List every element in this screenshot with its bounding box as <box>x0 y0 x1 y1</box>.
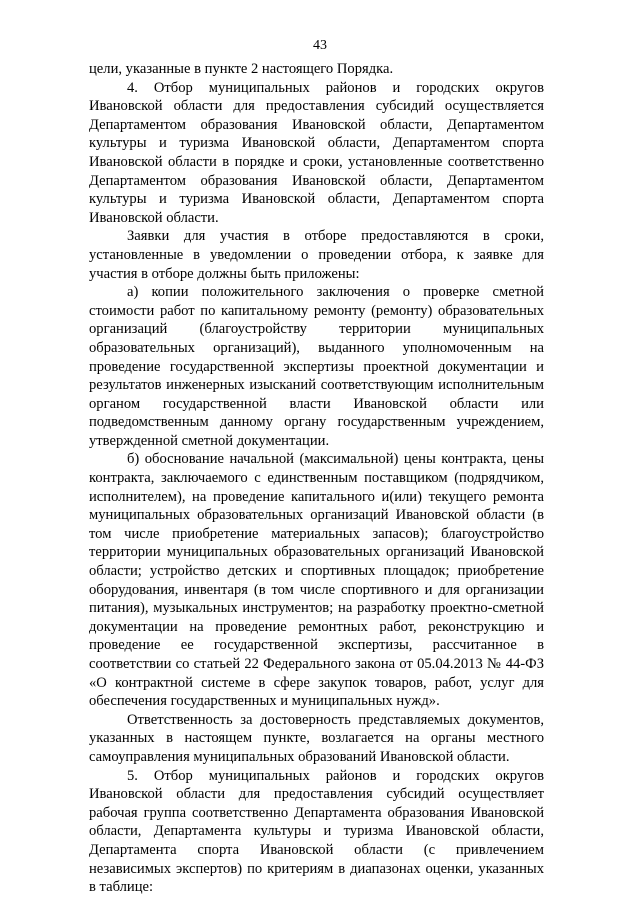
paragraph-subitem-a: а) копии положительного заключения о проверке сметной стоимости работ по капитальному ремонту (ремонту) образовательных организаций (благоустройству территории муниципальных образовательных организаций), выданного уполномоченным на проведение государственной экспертизы проектной документации и результатов инженерных изысканий соответствующим исполнительным органом государственной власти Ивановской области или подведомственным данному органу государственным учреждением, утвержденной сметной документации. <box>89 284 544 449</box>
paragraph-item-5: 5. Отбор муниципальных районов и городских округов Ивановской области для предоставления субсидий осуществляет рабочая группа соответственно Департамента образования Ивановской области, Департамента культуры и туризма Ивановской области, Департамента спорта Ивановской области (с привлечением независимых экспертов) по критериям в диапазонах оценки, указанных в таблице: <box>89 767 544 896</box>
paragraph-applications: Заявки для участия в отборе предоставляются в сроки, установленные в уведомлении о проведении отбора, к заявке для участия в отборе должны быть приложены: <box>89 228 544 282</box>
page-number: 43 <box>313 38 327 53</box>
paragraph-continuation: цели, указанные в пункте 2 настоящего Порядка. <box>89 61 394 77</box>
document-body <box>89 60 544 897</box>
paragraph-item-4: 4. Отбор муниципальных районов и городских округов Ивановской области для предоставления субсидий осуществляется Департаментом образования Ивановской области, Департаментом культуры и туризма Ивановской области, Департаментом спорта Ивановской области в порядке и сроки, установленные соответственно Департаментом образования Ивановской области, Департаментом культуры и туризма Ивановской области, Департаментом спорта Ивановской области. <box>89 79 544 226</box>
paragraph-responsibility: Ответственность за достоверность представляемых документов, указанных в настоящем пункте, возлагается на органы местного самоуправления муниципальных образований Ивановской области. <box>89 711 544 765</box>
paragraph-subitem-b: б) обоснование начальной (максимальной) цены контракта, цены контракта, заключаемого с единственным поставщиком (подрядчиком, исполнителем), на проведение капитального и(или) текущего ремонта муниципальных образовательных организаций Ивановской области (в том числе приобретение материальных запасов); благоустройство территории муниципальных образовательных организаций Ивановской области; устройство детских и спортивных площадок; приобретение оборудования, инвентаря (в том числе спортивного и для организации питания), музыкальных инструментов; на разработку проектно-сметной документации на проведение ремонтных работ, реконструкцию и проведение ее государственной экспертизы, рассчитанное в соответствии со статьей 22 Федерального закона от 05.04.2013 № 44-ФЗ «О контрактной системе в сфере закупок товаров, работ, услуг для обеспечения государственных и муниципальных нужд». <box>89 451 544 710</box>
